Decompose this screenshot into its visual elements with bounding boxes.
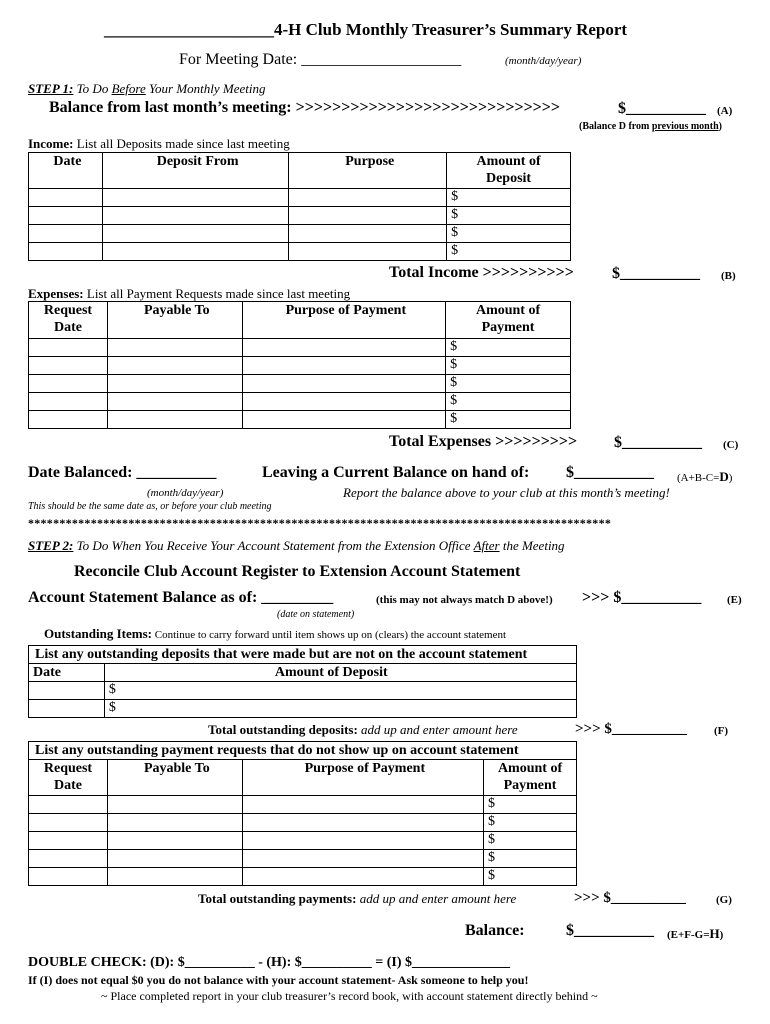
- date-balanced-hint: (month/day/year): [147, 487, 224, 499]
- amount-cell[interactable]: $: [484, 796, 577, 814]
- final-balance-field[interactable]: $__________: [566, 922, 654, 939]
- col-purpose-of-payment: Purpose of Payment: [242, 302, 445, 339]
- meeting-date-field[interactable]: For Meeting Date: ____________________: [179, 51, 462, 68]
- total-outstanding-deposits-field[interactable]: >>> $__________: [575, 721, 687, 737]
- table-row[interactable]: [29, 411, 571, 429]
- col-request-date: Request Date: [29, 760, 108, 796]
- report-balance-note: Report the balance above to your club at this month’s meeting!: [343, 485, 670, 500]
- amount-cell[interactable]: $: [104, 682, 576, 700]
- amount-cell[interactable]: $: [447, 207, 571, 225]
- outstanding-heading: Outstanding Items: Continue to carry forward until item shows up on (clears) the account statement: [44, 626, 507, 641]
- table-row[interactable]: [29, 868, 577, 886]
- col-date: Date: [29, 153, 103, 189]
- statement-note: (this may not always match D above!): [376, 594, 553, 606]
- table-row[interactable]: [29, 682, 577, 700]
- table-row[interactable]: [29, 700, 577, 718]
- table-row[interactable]: [29, 357, 571, 375]
- outstanding-payments-table: [28, 741, 577, 886]
- expenses-heading: Expenses: List all Payment Requests made since last meeting: [28, 286, 351, 301]
- expenses-table: [28, 301, 571, 429]
- current-balance-label: Leaving a Current Balance on hand of:: [262, 464, 530, 481]
- date-balanced-field[interactable]: Date Balanced: __________: [28, 464, 217, 481]
- col-deposit-from: Deposit From: [102, 153, 289, 189]
- amount-cell[interactable]: $: [447, 243, 571, 261]
- footer-note: ~ Place completed report in your club treasurer’s record book, with account statement directly behind ~: [101, 989, 598, 1003]
- statement-balance-field[interactable]: Account Statement Balance as of: _________: [28, 589, 334, 606]
- balance-last-month-field[interactable]: $__________: [618, 100, 706, 117]
- current-balance-field[interactable]: $__________: [566, 464, 654, 481]
- amount-cell[interactable]: $: [446, 339, 571, 357]
- amount-cell[interactable]: $: [484, 832, 577, 850]
- table-row[interactable]: [29, 225, 571, 243]
- statement-amount-field[interactable]: >>> $__________: [582, 589, 702, 606]
- amount-cell[interactable]: $: [104, 700, 576, 718]
- amount-cell[interactable]: $: [447, 225, 571, 243]
- code-e: (E): [727, 594, 742, 606]
- col-payable-to: Payable To: [107, 760, 242, 796]
- total-income-field[interactable]: $__________: [612, 265, 700, 282]
- code-c: (C): [723, 439, 739, 451]
- amount-cell[interactable]: $: [484, 814, 577, 832]
- outstanding-deposits-table: [28, 645, 577, 718]
- table-row[interactable]: [29, 189, 571, 207]
- col-amount: Amount of Payment: [484, 760, 577, 796]
- step1-label: STEP 1:: [28, 81, 74, 96]
- balance-note: (Balance D from previous month): [579, 121, 722, 132]
- code-d: (A+B-C=D): [677, 469, 733, 484]
- table-row[interactable]: [29, 814, 577, 832]
- income-table: [28, 152, 571, 261]
- col-amount: Amount of Deposit: [104, 664, 576, 682]
- amount-cell[interactable]: $: [446, 375, 571, 393]
- table-row[interactable]: [29, 207, 571, 225]
- total-outstanding-payments-field[interactable]: >>> $__________: [574, 890, 686, 906]
- outstanding-payments-title: List any outstanding payment requests that do not show up on account statement: [29, 742, 577, 760]
- total-outstanding-deposits-label: Total outstanding deposits: add up and enter amount here: [208, 722, 518, 737]
- amount-cell[interactable]: $: [446, 357, 571, 375]
- amount-cell[interactable]: $: [446, 411, 571, 429]
- statement-date-hint: (date on statement): [277, 609, 355, 620]
- amount-cell[interactable]: $: [484, 850, 577, 868]
- amount-cell[interactable]: $: [484, 868, 577, 886]
- income-heading: Income: List all Deposits made since last meeting: [28, 136, 290, 151]
- reconcile-title: Reconcile Club Account Register to Extension Account Statement: [74, 563, 521, 580]
- code-a: (A): [717, 105, 733, 117]
- col-request-date: Request Date: [29, 302, 108, 339]
- col-purpose: Purpose: [289, 153, 447, 189]
- double-check[interactable]: DOUBLE CHECK: (D): $__________ - (H): $__________ = (I) $______________: [28, 955, 511, 970]
- col-date: Date: [29, 664, 105, 682]
- table-row[interactable]: [29, 796, 577, 814]
- step1-heading: STEP 1: To Do Before Your Monthly Meeting: [28, 81, 266, 96]
- total-outstanding-payments-label: Total outstanding payments: add up and enter amount here: [198, 891, 517, 906]
- same-date-note: This should be the same date as, or before your club meeting: [28, 501, 272, 512]
- separator: *********************************************************************************************: [28, 516, 612, 530]
- amount-cell[interactable]: $: [446, 393, 571, 411]
- table-row[interactable]: [29, 832, 577, 850]
- balance-last-month-label: Balance from last month’s meeting: >>>>>>>>>>>>>>>>>>>>>>>>>>>>>: [49, 99, 561, 116]
- table-row[interactable]: [29, 850, 577, 868]
- table-row[interactable]: [29, 339, 571, 357]
- amount-cell[interactable]: $: [447, 189, 571, 207]
- col-amount: Amount of Payment: [446, 302, 571, 339]
- warning-note: If (I) does not equal $0 you do not balance with your account statement- Ask someone to help you!: [28, 973, 529, 987]
- code-f: (F): [714, 725, 729, 737]
- table-row[interactable]: [29, 375, 571, 393]
- page-title: ____________________4-H Club Monthly Treasurer’s Summary Report: [104, 20, 628, 39]
- total-expenses-field[interactable]: $__________: [614, 434, 702, 451]
- total-income-label: Total Income >>>>>>>>>>: [389, 264, 574, 281]
- col-amount: Amount of Deposit: [447, 153, 571, 189]
- table-row[interactable]: [29, 243, 571, 261]
- outstanding-deposits-title: List any outstanding deposits that were made but are not on the account statement: [29, 646, 577, 664]
- code-h: (E+F-G=H): [667, 926, 724, 941]
- table-row[interactable]: [29, 393, 571, 411]
- code-b: (B): [721, 270, 736, 282]
- col-payable-to: Payable To: [107, 302, 242, 339]
- step2-label: STEP 2:: [28, 538, 74, 553]
- col-purpose-of-payment: Purpose of Payment: [242, 760, 483, 796]
- total-expenses-label: Total Expenses >>>>>>>>>: [389, 433, 578, 450]
- step2-heading: STEP 2: To Do When You Receive Your Account Statement from the Extension Office After the Meeting: [28, 538, 565, 553]
- meeting-date-hint: (month/day/year): [505, 55, 582, 67]
- code-g: (G): [716, 894, 732, 906]
- final-balance-label: Balance:: [465, 922, 525, 939]
